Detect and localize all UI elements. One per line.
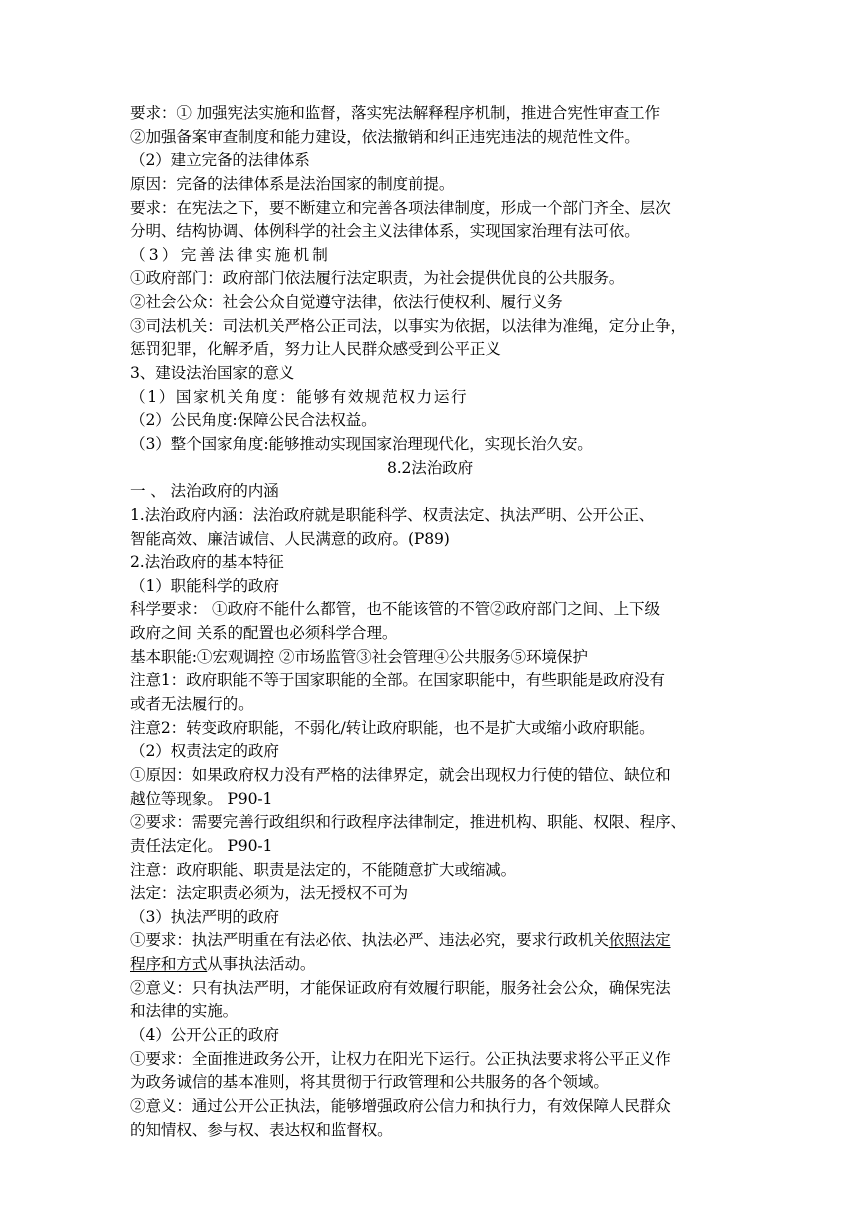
text-line: 智能高效、廉洁诚信、人民满意的政府。(P89) [130, 529, 450, 548]
text-segment: 从事执法活动。 [207, 955, 316, 974]
text-line: ③司法机关：司法机关严格公正司法，以事实为依据，以法律为准绳，定分止争， [130, 316, 686, 335]
text-line: 科学要求： ①政府不能什么都管，也不能该管的不管②政府部门之间、上下级 [130, 600, 660, 619]
text-line: 分明、结构协调、体例科学的社会主义法律体系，实现国家治理有法可依。 [130, 222, 640, 241]
text-line: 基本职能:①宏观调控 ②市场监管③社会管理④公共服务⑤环境保护 [130, 647, 588, 666]
section-heading: 一 、 法治政府的内涵 [130, 482, 279, 501]
underlined-text: 依照法定 [608, 931, 671, 950]
text-line: 要求：在宪法之下，要不断建立和完善各项法律制度，形成一个部门齐全、层次 [130, 198, 671, 217]
chapter-title: 8.2法治政府 [386, 458, 474, 477]
section-heading: （4）公开公正的政府 [130, 1025, 279, 1044]
section-heading: 2.法治政府的基本特征 [130, 553, 284, 572]
text-line: 注意：政府职能、职责是法定的，不能随意扩大或缩减。 [130, 860, 517, 879]
text-line: 或者无法履行的。 [130, 695, 254, 714]
text-line: ②意义：只有执法严明，才能保证政府有效履行职能，服务社会公众，确保宪法 [130, 978, 671, 997]
text-line: （2）公民角度:保障公民合法权益。 [130, 411, 377, 430]
text-line: ①要求：全面推进政务公开，让权力在阳光下运行。公正执法要求将公平正义作 [130, 1049, 671, 1068]
text-line: 注意2：转变政府职能，不弱化/转让政府职能，也不是扩大或缩小政府职能。 [130, 718, 655, 737]
text-line: ①政府部门：政府部门依法履行法定职责，为社会提供优良的公共服务。 [130, 269, 625, 288]
text-line: 政府之间 关系的配置也必须科学合理。 [130, 624, 398, 643]
underlined-text: 程序和方式 [130, 955, 208, 974]
text-line: 和法律的实施。 [130, 1002, 239, 1021]
text-line: 注意1：政府职能不等于国家职能的全部。在国家职能中，有些职能是政府没有 [130, 671, 665, 690]
text-line: 责任法定化。 P90-1 [130, 836, 273, 855]
document-body [130, 102, 730, 1142]
section-heading: （1）职能科学的政府 [130, 576, 279, 595]
text-line: ①原因：如果政府权力没有严格的法律界定，就会出现权力行使的错位、缺位和 [130, 765, 671, 784]
text-line: （1）国家机关角度：能够有效规范权力运行 [130, 387, 469, 406]
text-line: ②意义：通过公开公正执法，能够增强政府公信力和执行力，有效保障人民群众 [130, 1096, 671, 1115]
text-line: 原因：完备的法律体系是法治国家的制度前提。 [130, 174, 455, 193]
section-heading: 3、建设法治国家的意义 [130, 364, 295, 383]
text-line-with-underline [130, 953, 730, 977]
text-line: ②加强备案审查制度和能力建设，依法撤销和纠正违宪违法的规范性文件。 [130, 127, 640, 146]
text-line: ②社会公众：社会公众自觉遵守法律，依法行使权利、履行义务 [130, 293, 563, 312]
text-line: 要求：① 加强宪法实施和监督，落实宪法解释程序机制，推进合宪性审查工作 [130, 104, 660, 122]
section-heading: （2）权责法定的政府 [130, 742, 279, 761]
text-line: 1.法治政府内涵：法治政府就是职能科学、权责法定、执法严明、公开公正、 [130, 505, 655, 524]
text-segment: ①要求：执法严明重在有法必依、执法必严、违法必究，要求行政机关 [130, 931, 609, 950]
text-line: 惩罚犯罪，化解矛盾，努力让人民群众感受到公平正义 [130, 340, 501, 359]
text-line: 越位等现象。 P90-1 [130, 789, 273, 808]
text-line: （3）整个国家角度:能够推动实现国家治理现代化，实现长治久安。 [130, 434, 593, 453]
section-heading: （2）建立完备的法律体系 [130, 151, 310, 170]
text-line: 为政务诚信的基本准则，将其贯彻于行政管理和公共服务的各个领域。 [130, 1073, 609, 1092]
section-heading: （3）执法严明的政府 [130, 907, 279, 926]
text-line: 法定：法定职责必须为，法无授权不可为 [130, 884, 408, 903]
text-line: 的知情权、参与权、表达权和监督权。 [130, 1120, 393, 1139]
text-line: ②要求：需要完善行政组织和行政程序法律制定，推进机构、职能、权限、程序、 [130, 813, 686, 832]
section-heading: （3）完善法律实施机制 [130, 245, 332, 264]
text-line-with-underline [130, 929, 730, 953]
